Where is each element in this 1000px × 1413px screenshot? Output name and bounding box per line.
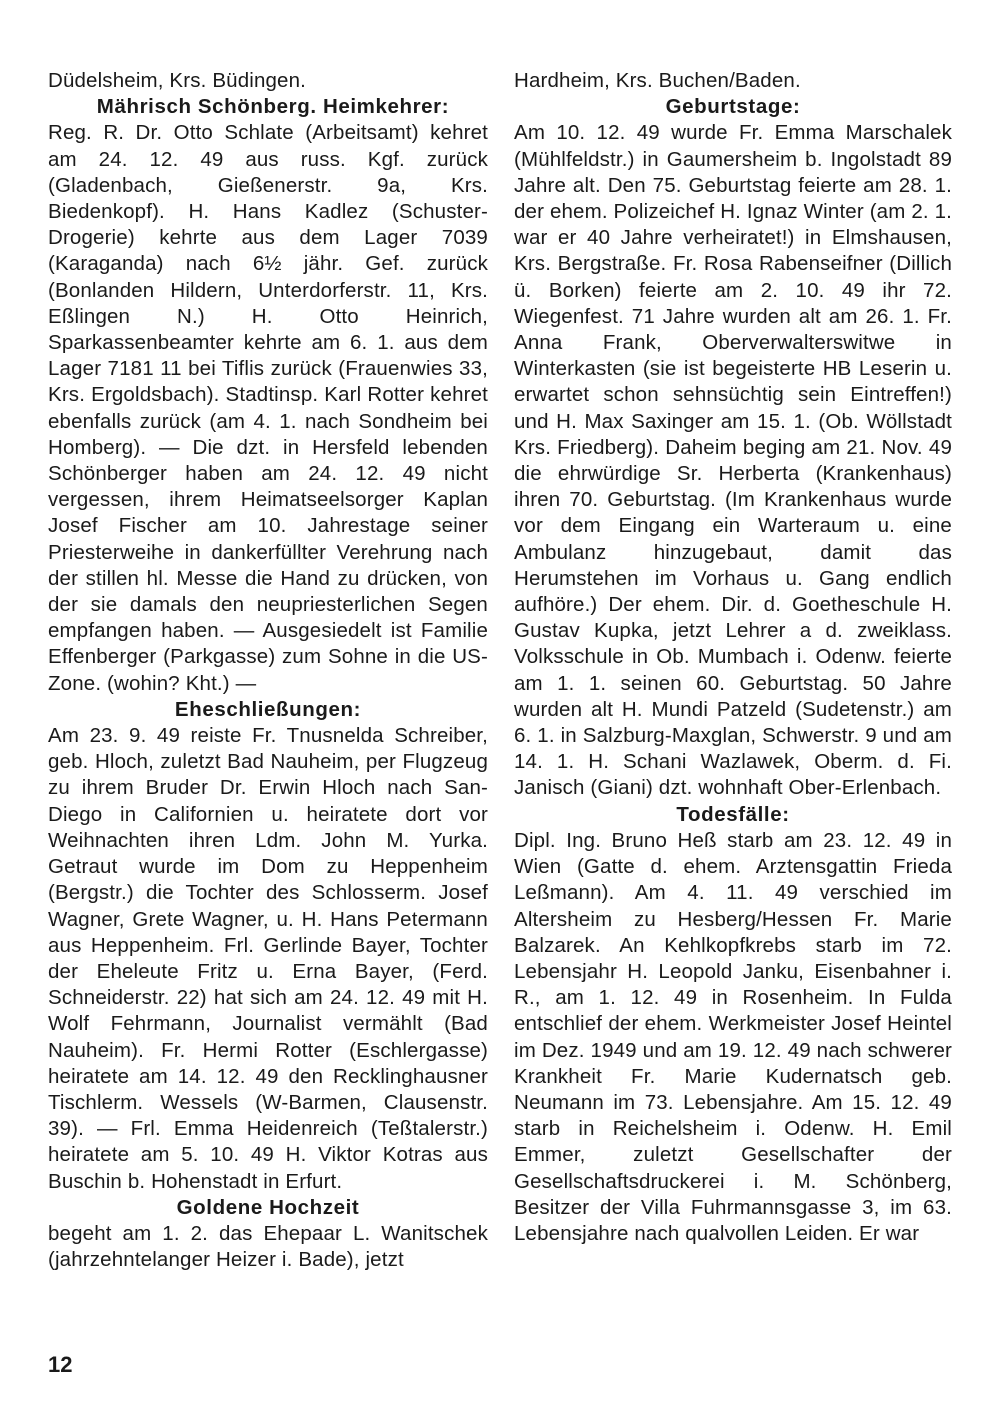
text-paragraph-goldene-hochzeit: begeht am 1. 2. das Ehepaar L. Wanitschek (jahrzehntelanger Heizer i. Bade), jetzt: [48, 1221, 488, 1272]
text-paragraph-eheschliessungen: Am 23. 9. 49 reiste Fr. Tnusnelda Schreiber, geb. Hloch, zuletzt Bad Nauheim, per Flugzeug zu ihrem Bruder Dr. Erwin Hloch nach San-Diego in Californien u. heiratete dort vor Weihnachten ihren Ldm. John M. Yurka. Getraut wurde im Dom zu Heppenheim (Bergstr.) die Tochter des Schlosserm. Josef Wagner, Grete Wagner, u. H. Hans Petermann aus Heppenheim. Frl. Gerlinde Bayer, Tochter der Eheleute Fritz u. Erna Bayer, (Ferd. Schneiderstr. 22) hat sich am 24. 12. 49 mit H. Wolf Fehrmann, Journalist vermählt (Bad Nauheim). Fr. Hermi Rotter (Eschlergasse) heiratete am 14. 12. 49 den Recklinghausner Tischlerm. Wessels (W-Barmen, Clausenstr. 39). — Frl. Emma Heidenreich (Teßtalerstr.) heiratete am 5. 10. 49 H. Viktor Kotras aus Buschin b. Hohenstadt in Erfurt.: [48, 724, 488, 1193]
text-paragraph-geburtstage: Am 10. 12. 49 wurde Fr. Emma Marschalek (Mühlfeldstr.) in Gaumersheim b. Ingolstadt 89 Jahre alt. Den 75. Geburtstag feierte am 28. 1. der ehem. Polizeichef H. Ignaz Winter (am 2. 1. war er 40 Jahre verheiratet!) in Elmshausen, Krs. Bergstraße. Fr. Rosa Rabenseifner (Dillich ü. Borken) feierte am 2. 10. 49 ihr 72. Wiegenfest. 71 Jahre wurden alt am 26. 1. Fr. Anna Frank, Oberverwalterswitwe in Winterkasten (sie ist begeisterte HB Leserin u. erwartet schon sehnsüchtig sein Eintreffen!) und H. Max Saxinger am 15. 1. (Ob. Wöllstadt Krs. Friedberg). Daheim beging am 21. Nov. 49 die ehrwürdige Sr. Herberta (Krankenhaus) ihren 70. Geburtstag. (Im Krankenhaus wurde vor dem Eingang ein Warteraum u. eine Ambulanz hinzugebaut, damit das Herumstehen im Vorhaus u. Gang endlich aufhöre.) Der ehem. Dir. d. Goetheschule H. Gustav Kupka, jetzt Lehrer a d. zweiklass. Volksschule in Ob. Mumbach i. Odenw. feierte am 1. 1. seinen 60. Geburtstag. 50 Jahre wurden alt H. Mundi Patzeld (Sudetenstr.) am 6. 1. in Salzburg-Maxglan, Schwerstr. 9 und am 14. 1. H. Schani Wazlawek, Oberm. d. Fi. Janisch (Giani) dzt. wohnhaft Ober-Erlenbach.: [514, 121, 952, 800]
text-paragraph-hardheim: Hardheim, Krs. Buchen/Baden.: [514, 69, 801, 92]
section-heading-goldene-hochzeit: Goldene Hochzeit: [176, 1195, 360, 1219]
left-column: [48, 68, 488, 1273]
section-heading-heimkehrer: Mährisch Schönberg. Heimkehrer:: [96, 95, 450, 119]
section-heading-geburtstage: Geburtstage:: [665, 95, 801, 119]
right-column: [514, 68, 952, 1247]
page-number: 12: [48, 1352, 73, 1377]
section-heading-eheschliessungen: Eheschließungen:: [174, 697, 362, 721]
text-paragraph-heimkehrer: Reg. R. Dr. Otto Schlate (Arbeitsamt) kehret am 24. 12. 49 aus russ. Kgf. zurück (Gladenbach, Gießenerstr. 9a, Krs. Biedenkopf). H. Hans Kadlez (Schuster-Drogerie) kehrte aus dem Lager 7039 (Karaganda) nach 6½ jähr. Gef. zurück (Bonlanden Hildern, Unterdorferstr. 11, Krs. Eßlingen N.) H. Otto Heinrich, Sparkassenbeamter kehrte am 6. 1. aus dem Lager 7181 11 bei Tiflis zurück (Frauenwies 33, Krs. Ergoldsbach). Stadtinsp. Karl Rotter kehret ebenfalls zurück (am 4. 1. nach Sondheim bei Homberg). — Die dzt. in Hersfeld lebenden Schönberger haben am 24. 12. 49 nicht vergessen, ihrem Heimatseelsorger Kaplan Josef Fischer am 10. Jahrestage seiner Priesterweihe in dankerfüllter Verehrung nach der stillen hl. Messe die Hand zu drücken, von der sie damals den neupriesterlichen Segen empfangen haben. — Ausgesiedelt ist Familie Effenberger (Parkgasse) zum Sohne in die US-Zone. (wohin? Kht.) —: [48, 121, 488, 695]
text-paragraph-todesfaelle: Dipl. Ing. Bruno Heß starb am 23. 12. 49 in Wien (Gatte d. ehem. Arztensgattin Frieda Leßmann). Am 4. 11. 49 verschied im Altersheim zu Hesberg/Hessen Fr. Marie Balzarek. An Kehlkopfkrebs starb im 72. Lebensjahr H. Leopold Janku, Eisenbahner i. R., am 1. 12. 49 in Rosenheim. In Fulda entschlief der ehem. Werkmeister Josef Heintel im Dez. 1949 und am 19. 12. 49 nach schwerer Krankheit Fr. Marie Kudernatsch geb. Neumann im 73. Lebensjahre. Am 15. 12. 49 starb in Reichelsheim i. Odenw. H. Emil Emmer, zuletzt Gesellschafter der Gesellschaftsdruckerei i. M. Schönberg, Besitzer der Villa Fuhrmannsgasse 3, im 63. Lebensjahre nach qualvollen Leiden. Er war: [514, 828, 952, 1245]
text-paragraph-intro: Düdelsheim, Krs. Büdingen.: [48, 69, 307, 92]
section-heading-todesfaelle: Todesfälle:: [676, 802, 790, 826]
